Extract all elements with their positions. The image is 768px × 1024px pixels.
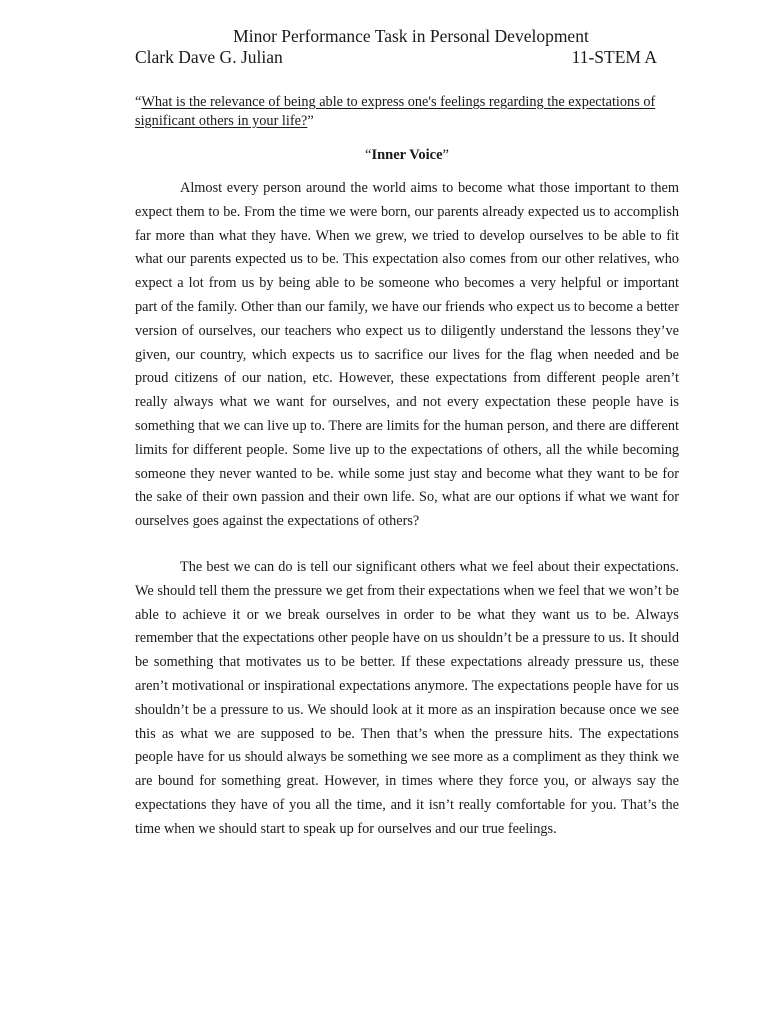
author-name: Clark Dave G. Julian bbox=[135, 47, 283, 67]
document-page bbox=[135, 26, 679, 842]
essay-title bbox=[135, 146, 679, 164]
prompt-question: What is the relevance of being able to express one's feelings regarding the expectations of significant others in your life? bbox=[135, 94, 656, 129]
prompt-close-quote: ” bbox=[307, 113, 314, 129]
essay-paragraph-2: The best we can do is tell our significant others what we feel about their expectations. We should tell them the pressure we get from their expectations when we feel that we won’t be able to achieve it or we break ourselves in order to be what they want us to be. Always remember that the expectations other people have on us shouldn’t be a pressure to us. It should be something that motivates us to be better. If these expectations already pressure us, these aren’t motivational or inspirational expectations anymore. The expectations people have for us shouldn’t be a pressure to us. We should look at it more as an inspiration because once we see this as what we are supposed to be. Then that’s when the pressure hits. The expectations people have for us should always be something we see more as a compliment as they think we are bound for something great. However, in times where they force you, or always say the expectations they have of you all the time, and it isn’t really comfortable for you. That’s the time when we should start to speak up for ourselves and our true feelings. bbox=[135, 558, 679, 837]
title-close-quote: ” bbox=[442, 147, 449, 163]
essay-title-text: Inner Voice bbox=[371, 147, 443, 163]
essay-paragraph-1: Almost every person around the world aims to become what those important to them expect them to be. From the time we were born, our parents already expected us to accomplish far more than what they have. When we grew, we tried to develop ourselves to be able to fit what our parents expected us to be. This expectation also comes from our other relatives, who expect a lot from us by being able to be someone who becomes a very helpful or important part of the family. Other than our family, we have our friends who expect us to become a better version of ourselves, our teachers who expect us to diligently understand the lessons they’ve given, our country, which expects us to sacrifice our lives for the flag when needed and be proud citizens of our nation, etc. However, these expectations from different people aren’t really always what we want for ourselves, and not every expectation these people have is something that we can live up to. There are limits for the human person, and there are different limits for different people. Some live up to the expectations of others, all the while becoming someone they never wanted to be. while some just stay and become what they want to be for the sake of their own passion and their own life. So, what are our options if what we want for ourselves goes against the expectations of others? bbox=[135, 180, 679, 530]
document-title: Minor Performance Task in Personal Development bbox=[233, 26, 589, 46]
prompt-open-quote: “ bbox=[135, 94, 142, 110]
essay-prompt bbox=[135, 93, 679, 131]
class-section: 11-STEM A bbox=[571, 47, 657, 67]
title-open-quote: “ bbox=[365, 147, 372, 163]
author-row bbox=[135, 46, 679, 68]
